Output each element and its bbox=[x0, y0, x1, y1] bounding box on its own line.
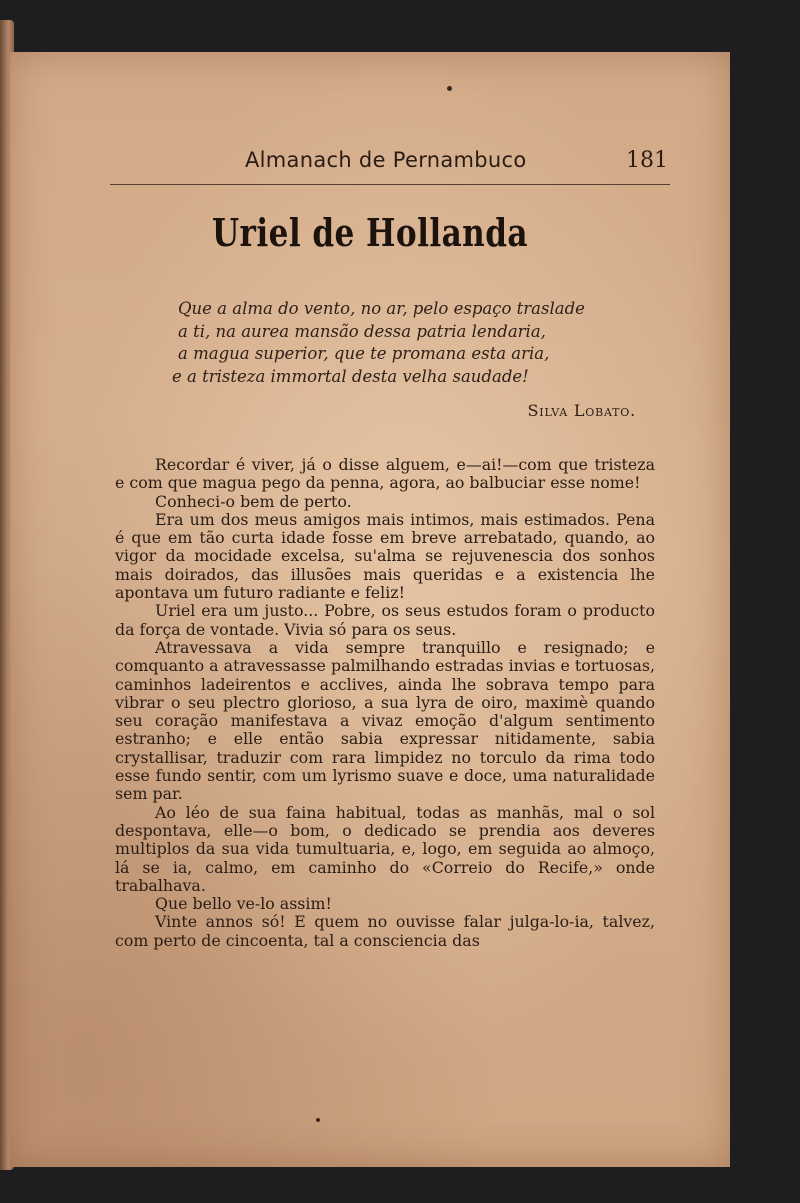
article-body bbox=[115, 456, 655, 950]
epigraph-poem bbox=[172, 298, 652, 388]
paragraph: Conheci-o bem de perto. bbox=[155, 491, 352, 511]
paragraph: Que bello ve-lo assim! bbox=[155, 894, 332, 914]
paragraph: Ao léo de sua faina habitual, todas as manhãs, mal o sol despontava, elle—o bom, o dedicado se prendia aos deveres multiplos da sua vida tumultuaria, e, logo, em seguida ao almoço, lá se ia, calmo, em caminho do «Correio do Recife,» onde trabalhava. bbox=[115, 802, 655, 895]
running-title: Almanach de Pernambuco bbox=[245, 148, 527, 172]
paragraph: Era um dos meus amigos mais intimos, mais estimados. Pena é que em tão curta idade fosse em breve arrebatado, quando, ao vigor da mocidade excelsa, su'alma se rejuvenescia dos sonhos mais doirados, das illusões mais queridas e a existencia lhe apontava um futuro radiante e feliz! bbox=[115, 509, 655, 603]
epigraph-author: Silva Lobato. bbox=[527, 401, 636, 420]
paper-speck bbox=[447, 86, 452, 91]
article-title: Uriel de Hollanda bbox=[211, 210, 529, 255]
paper-speck bbox=[316, 1118, 320, 1122]
book-page bbox=[10, 52, 730, 1167]
poem-line: a magua superior, que te promana esta aria, bbox=[178, 344, 550, 363]
paragraph: Atravessava a vida sempre tranquillo e resignado; e comquanto a atravessasse palmilhando estradas invias e tortuosas, caminhos ladeirentos e acclives, ainda lhe sobrava tempo para vibrar o seu plectro glorioso, a sua lyra de oiro, maximè quando seu coração manifestava a vivaz emoção d'algum sentimento estranho; e elle então sabia expressar nitidamente, sabia crystallisar, traduzir com rara limpidez no torculo da rima todo esse fundo sentir, com um lyrismo suave e doce, uma naturalidade sem par. bbox=[115, 637, 655, 804]
paragraph: Uriel era um justo... Pobre, os seus estudos foram o producto da força de vontade. Vivia só para os seus. bbox=[115, 601, 655, 639]
poem-line: a ti, na aurea mansão dessa patria lendaria, bbox=[178, 321, 546, 341]
running-head bbox=[110, 148, 670, 185]
page-number: 181 bbox=[626, 148, 668, 173]
poem-line: e a tristeza immortal desta velha saudade! bbox=[172, 366, 529, 386]
paragraph: Vinte annos só! E quem no ouvisse falar julga-lo-ia, talvez, com perto de cincoenta, tal a consciencia das bbox=[115, 912, 655, 950]
paragraph: Recordar é viver, já o disse alguem, e—ai!—com que tristeza e com que magua pego da penna, agora, ao balbuciar esse nome! bbox=[115, 455, 655, 493]
poem-line: Que a alma do vento, no ar, pelo espaço traslade bbox=[178, 299, 585, 318]
